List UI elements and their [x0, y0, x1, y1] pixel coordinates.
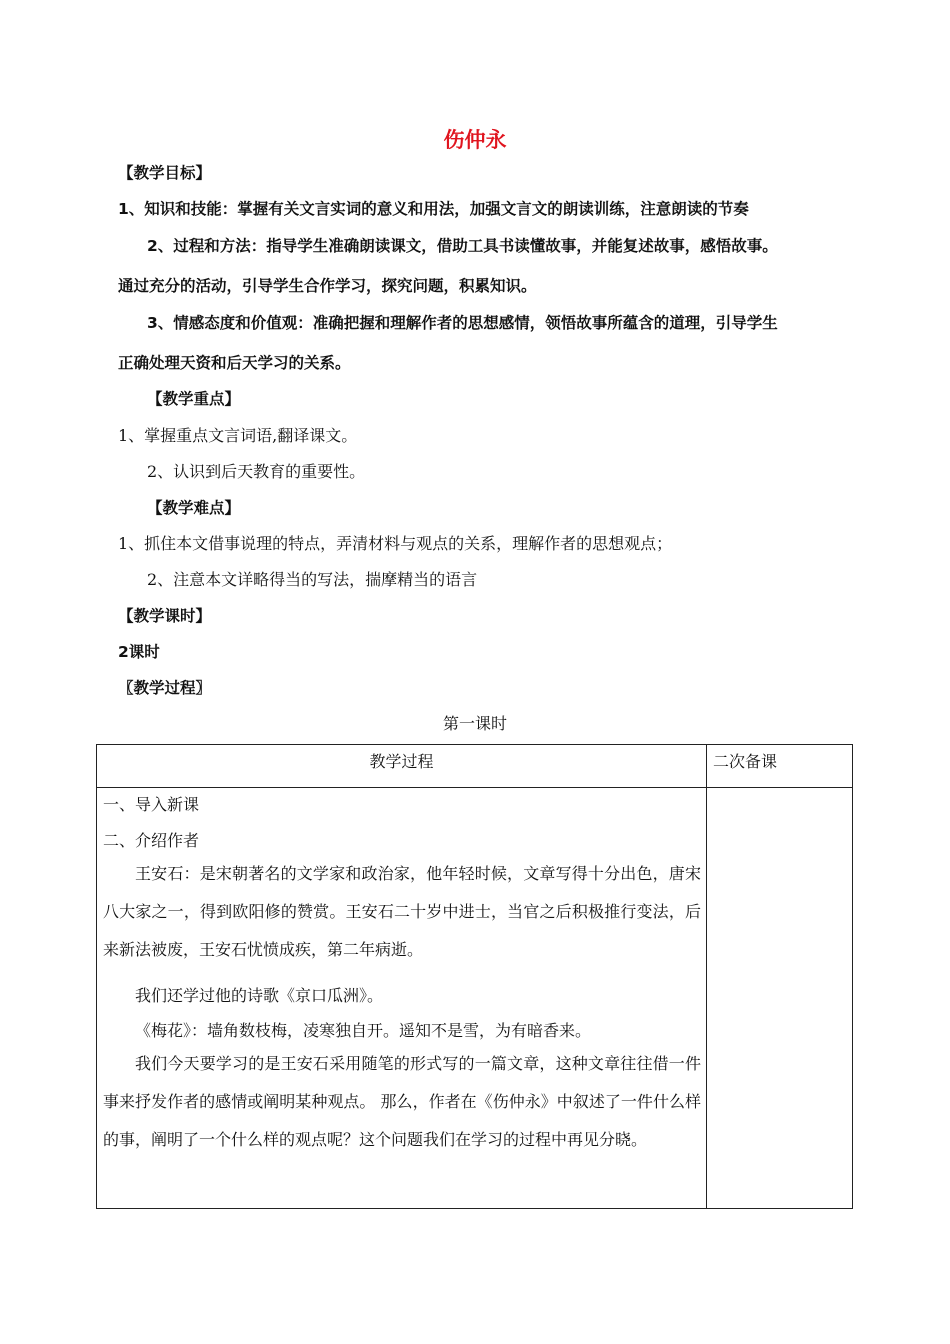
key-point-1: 1、掌握重点文言词语,翻译课文。	[118, 426, 358, 445]
step-intro-new-lesson: 一、导入新课	[103, 795, 200, 814]
lesson-plan-table	[96, 744, 853, 1209]
table-header-row	[97, 745, 853, 788]
plum-poem-line: 《梅花》：墙角数枝梅，凌寒独自开。遥知不是雪，为有暗香来。	[135, 1021, 592, 1040]
header-notes: 二次备课	[707, 745, 853, 788]
author-paragraph: 王安石：是宋朝著名的文学家和政治家，他年轻时候，文章写得十分出色，唐宋八大家之一，得到欧阳修的赞赏。王安石二十岁中进士，当官之后积极推行变法，后来新法被废，王安石忧愤成疾，第二年病逝。	[103, 864, 701, 959]
objective-process-line1: 2、过程和方法：指导学生准确朗读课文，借助工具书读懂故事，并能复述故事，感悟故事。	[147, 237, 778, 255]
objective-knowledge: 1、知识和技能：掌握有关文言实词的意义和用法，加强文言文的朗读训练，注意朗读的节奏	[118, 200, 749, 218]
lesson-label: 第一课时	[442, 714, 507, 733]
header-process: 教学过程	[97, 745, 707, 788]
difficulty-2: 2、注意本文详略得当的写法，揣摩精当的语言	[147, 570, 478, 589]
difficulty-1: 1、抓住本文借事说理的特点，弄清材料与观点的关系，理解作者的思想观点；	[118, 534, 673, 553]
objective-emotion-line2: 正确处理天资和后天学习的关系。	[118, 354, 351, 372]
hours-value: 2课时	[118, 643, 160, 661]
key-points-heading: 【教学重点】	[147, 390, 241, 408]
objectives-heading: 【教学目标】	[118, 164, 212, 182]
document-title: 伤仲永	[443, 128, 507, 152]
objective-emotion-line1: 3、情感态度和价值观：准确把握和理解作者的思想感情，领悟故事所蕴含的道理，引导学生	[147, 314, 778, 332]
process-cell	[97, 788, 707, 1209]
table-body-row	[97, 788, 853, 1209]
step-introduce-author: 二、介绍作者	[103, 831, 200, 850]
difficulties-heading: 【教学难点】	[147, 499, 241, 517]
lesson-intro-paragraph: 我们今天要学习的是王安石采用随笔的形式写的一篇文章，这种文章往往借一件事来抒发作者的感情或阐明某种观点。 那么，作者在《伤仲永》中叙述了一件什么样的事，阐明了一个什么样的观点呢？这个问题我们在学习的过程中再见分晓。	[103, 1054, 701, 1149]
poem-line: 我们还学过他的诗歌《京口瓜洲》。	[135, 986, 384, 1005]
process-heading: 〖教学过程〗	[118, 679, 212, 697]
hours-heading: 【教学课时】	[118, 607, 212, 625]
key-point-2: 2、认识到后天教育的重要性。	[147, 462, 366, 481]
objective-process-line2: 通过充分的活动，引导学生合作学习，探究问题，积累知识。	[118, 277, 537, 295]
